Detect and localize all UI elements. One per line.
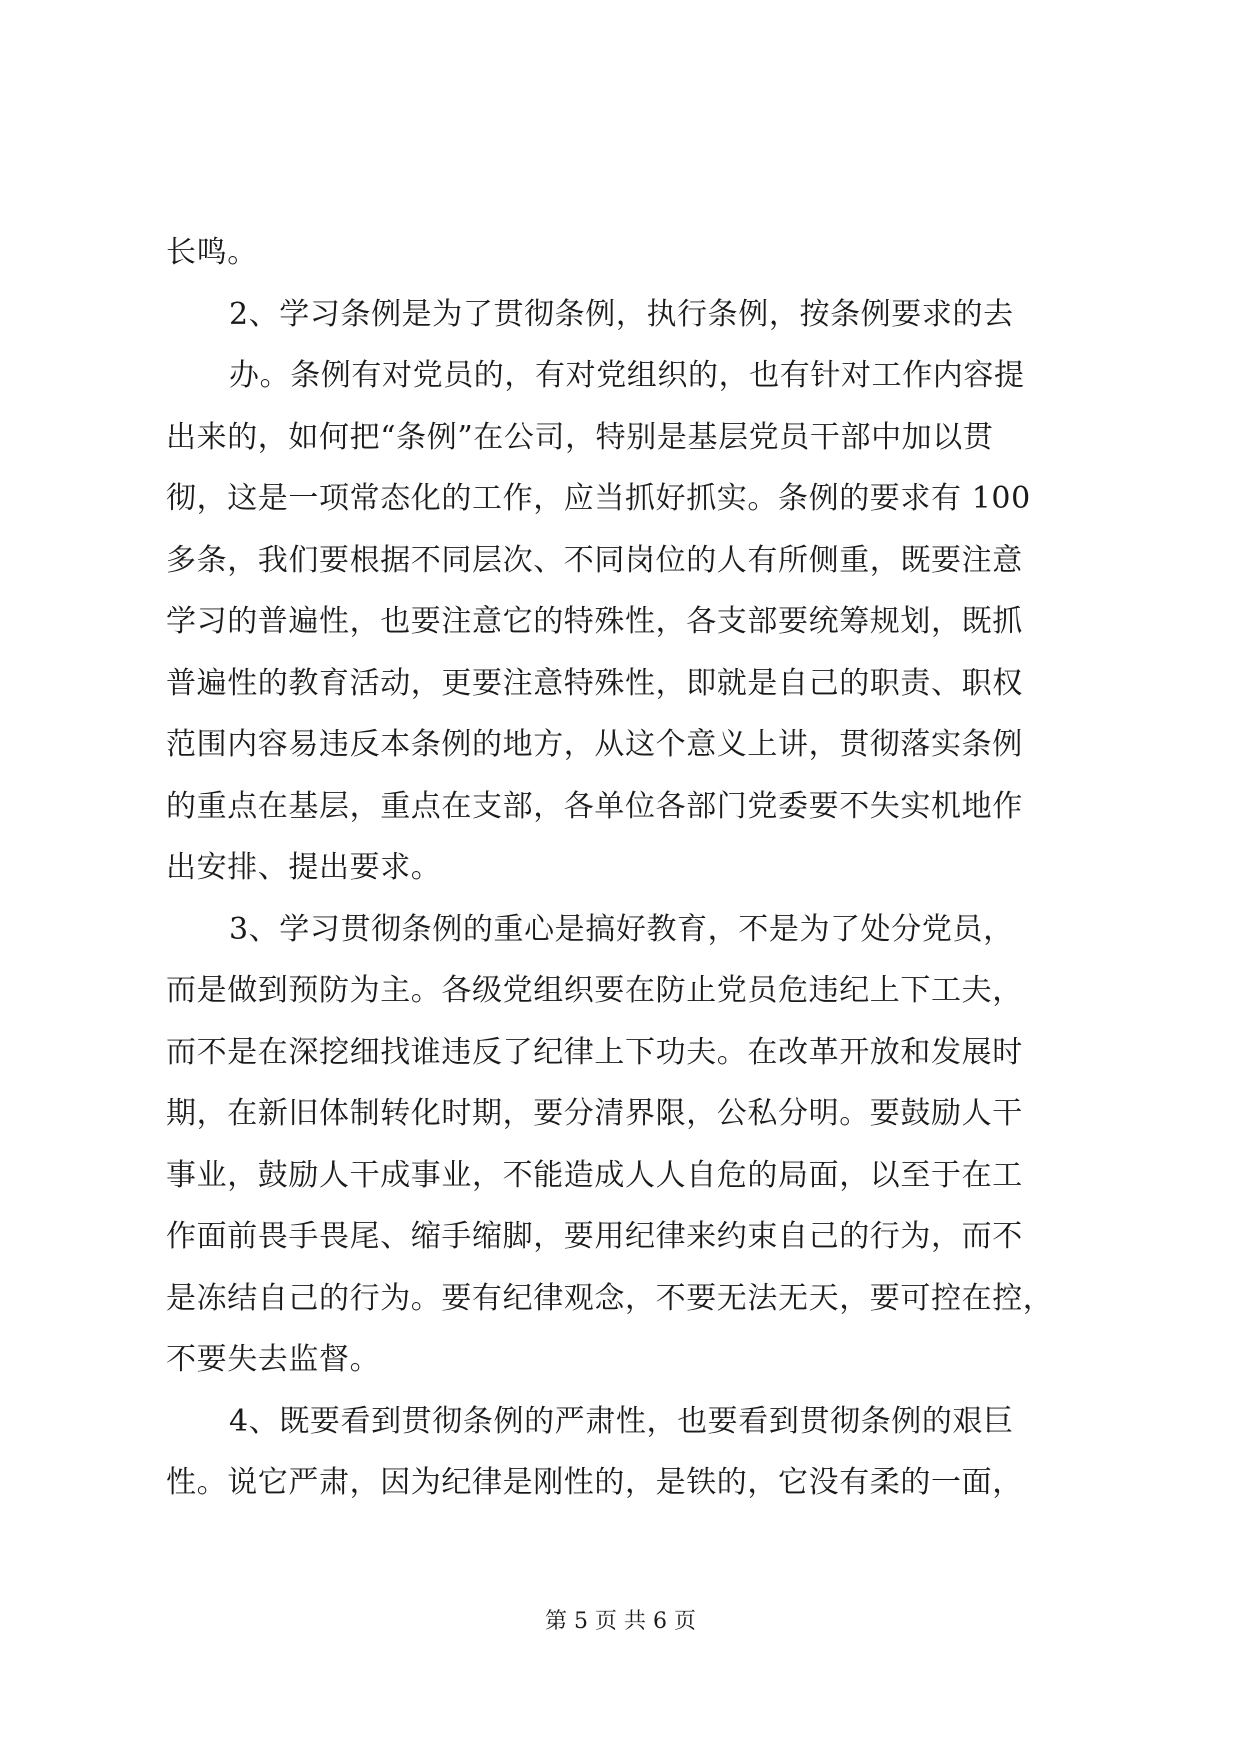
text-line: 而不是在深挖细找谁违反了纪律上下功夫。在改革开放和发展时 (166, 1034, 1023, 1070)
text-line: 出安排、提出要求。 (166, 850, 442, 885)
page-number-footer: 第 5 页 共 6 页 (545, 1609, 696, 1634)
text-line: 学习的普遍性，也要注意它的特殊性，各支部要统筹规划，既抓 (166, 604, 1023, 639)
text-line: 彻，这是一项常态化的工作，应当抓好抓实。条例的要求有 100 (166, 481, 1031, 516)
text-line: 是冻结自己的行为。要有纪律观念，不要无法无天，要可控在控， (166, 1280, 1054, 1316)
paragraph-start-line: 3、学习贯彻条例的重心是搞好教育，不是为了处分党员， (229, 911, 1014, 947)
text-line: 普遍性的教育活动，更要注意特殊性，即就是自己的职责、职权 (166, 665, 1023, 701)
text-line: 的重点在基层，重点在支部，各单位各部门党委要不失实机地作 (166, 788, 1023, 824)
document-body (166, 222, 1079, 1514)
text-line: 多条，我们要根据不同层次、不同岗位的人有所侧重，既要注意 (166, 542, 1023, 578)
text-line: 范围内容易违反本条例的地方，从这个意义上讲，贯彻落实条例 (166, 727, 1023, 762)
paragraph-start-line: 4、既要看到贯彻条例的严肃性，也要看到贯彻条例的艰巨 (229, 1403, 1014, 1439)
text-line: 期，在新旧体制转化时期，要分清界限，公私分明。要鼓励人干 (166, 1096, 1023, 1131)
text-line: 而是做到预防为主。各级党组织要在防止党员危违纪上下工夫， (166, 973, 1023, 1008)
text-line: 事业，鼓励人干成事业，不能造成人人自危的局面，以至于在工 (166, 1157, 1023, 1193)
text-line: 作面前畏手畏尾、缩手缩脚，要用纪律来约束自己的行为，而不 (166, 1219, 1023, 1254)
text-line: 长鸣。 (166, 235, 258, 270)
text-line: 不要失去监督。 (166, 1342, 381, 1377)
text-line: 出来的，如何把“条例”在公司，特别是基层党员干部中加以贯 (166, 419, 994, 455)
text-line: 办。条例有对党员的，有对党组织的，也有针对工作内容提 (229, 358, 1025, 393)
text-line: 性。说它严肃，因为纪律是刚性的，是铁的，它没有柔的一面， (166, 1465, 1023, 1500)
paragraph-start-line: 2、学习条例是为了贯彻条例，执行条例，按条例要求的去 (229, 296, 1014, 332)
